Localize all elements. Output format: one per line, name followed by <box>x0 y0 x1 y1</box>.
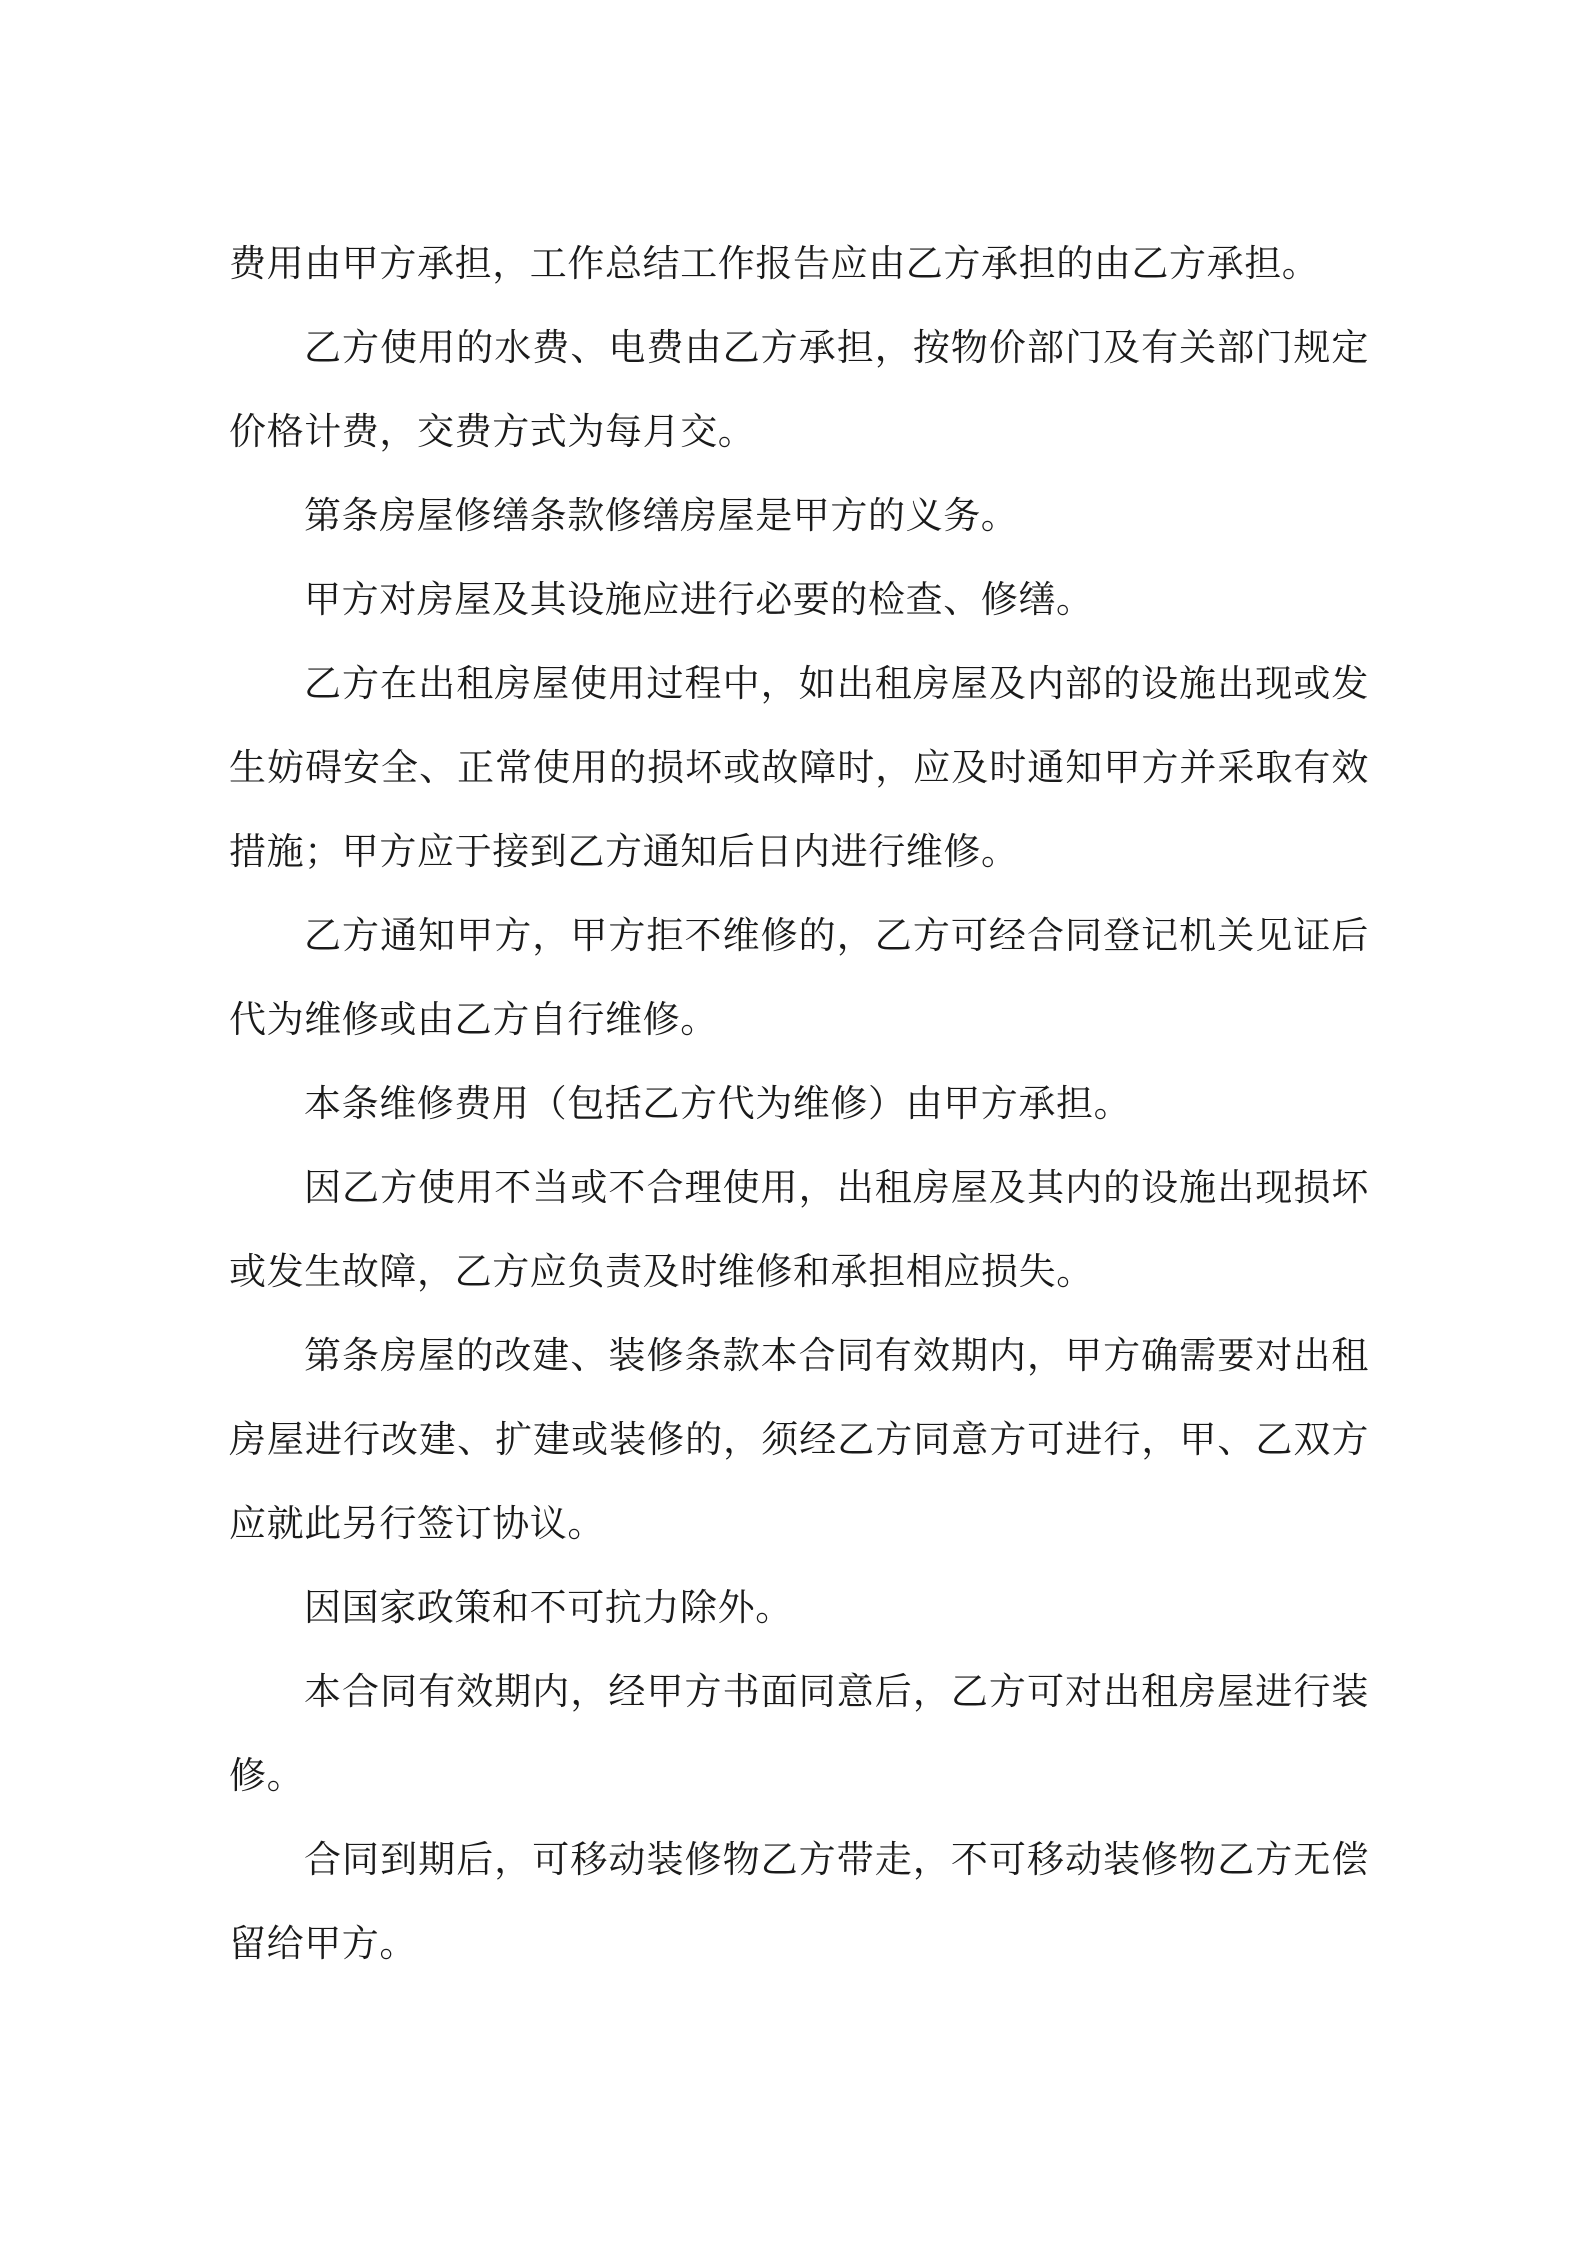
paragraph-11: 本合同有效期内，经甲方书面同意后，乙方可对出租房屋进行装修。 <box>229 1670 1369 1797</box>
paragraph-10: 因国家政策和不可抗力除外。 <box>304 1586 793 1629</box>
paragraph-5: 乙方在出租房屋使用过程中，如出租房屋及内部的设施出现或发生妨碍安全、正常使用的损坏或故障时，应及时通知甲方并采取有效措施；甲方应于接到乙方通知后日内进行维修。 <box>229 662 1369 873</box>
paragraph-3: 第条房屋修缮条款修缮房屋是甲方的义务。 <box>304 494 1019 537</box>
document-body <box>229 222 1369 1986</box>
paragraph-2: 乙方使用的水费、电费由乙方承担，按物价部门及有关部门规定价格计费，交费方式为每月交。 <box>229 326 1369 453</box>
paragraph-4: 甲方对房屋及其设施应进行必要的检查、修缮。 <box>304 578 1094 621</box>
paragraph-9: 第条房屋的改建、装修条款本合同有效期内，甲方确需要对出租房屋进行改建、扩建或装修的，须经乙方同意方可进行，甲、乙双方应就此另行签订协议。 <box>229 1334 1369 1545</box>
paragraph-7: 本条维修费用（包括乙方代为维修）由甲方承担。 <box>304 1082 1132 1125</box>
paragraph-8: 因乙方使用不当或不合理使用，出租房屋及其内的设施出现损坏或发生故障，乙方应负责及时维修和承担相应损失。 <box>229 1166 1369 1293</box>
paragraph-12: 合同到期后，可移动装修物乙方带走，不可移动装修物乙方无偿留给甲方。 <box>229 1838 1369 1965</box>
paragraph-6: 乙方通知甲方，甲方拒不维修的，乙方可经合同登记机关见证后代为维修或由乙方自行维修。 <box>229 914 1369 1041</box>
paragraph-1: 费用由甲方承担，工作总结工作报告应由乙方承担的由乙方承担。 <box>229 242 1320 285</box>
